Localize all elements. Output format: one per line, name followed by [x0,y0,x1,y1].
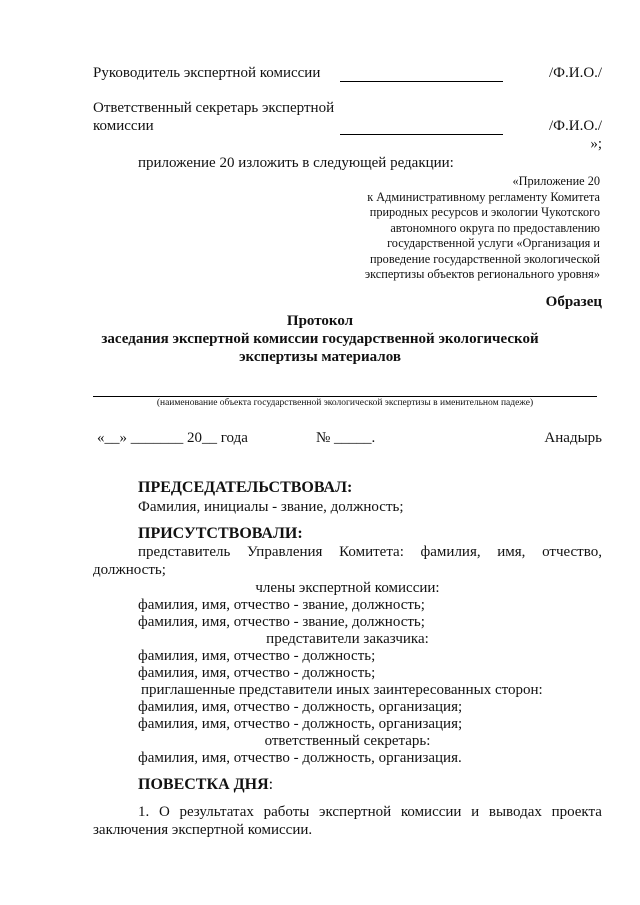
secretary-person: фамилия, имя, отчество - должность, организация. [138,750,462,766]
word: Управления [246,544,323,560]
agenda-item-cont: заключения экспертной комиссии. [93,822,313,838]
appendix-line: проведение государственной экологической [369,251,600,266]
invited-rep: фамилия, имя, отчество - должность, организация; [138,699,463,715]
invited-rep: фамилия, имя, отчество - должность, организация; [138,716,463,732]
present-heading: ПРИСУТСТВОВАЛИ: [138,525,303,542]
word: фамилия, [420,544,481,560]
word: экспертной [319,804,392,820]
customer-rep: фамилия, имя, отчество - должность; [138,648,376,664]
commission-member: фамилия, имя, отчество - звание, должность; [138,597,425,613]
head-signature-label: Руководитель экспертной комиссии [93,65,321,81]
object-caption: (наименование объекта государственной экологической экспертизы в именительном падеже) [156,398,534,408]
head-signature-line [340,81,503,82]
word: отчество, [542,544,602,560]
protocol-date: «__» _______ 20__ года [97,430,248,446]
protocol-subtitle-line1: заседания экспертной комиссии государственной экологической [101,331,539,347]
invited-reps-label: приглашенные представители иных заинтересованных сторон: [141,682,543,698]
chaired-text: Фамилия, инициалы - звание, должность; [138,499,404,515]
protocol-subtitle-line2: экспертизы материалов [239,349,401,365]
object-name-line [93,396,597,397]
intro-text: приложение 20 изложить в следующей редакции: [138,155,454,171]
secretary-signature-label-line2: комиссии [93,118,154,134]
secretary-signature-label-line1: Ответственный секретарь экспертной [93,100,335,116]
word: комиссии [400,804,462,820]
appendix-line: к Административному регламенту Комитета [367,189,600,204]
agenda-heading [138,776,273,794]
secretary-fio: /Ф.И.О./ [549,118,603,134]
word: представитель [138,544,231,560]
closing-quote: »; [590,136,602,152]
agenda-heading-text: ПОВЕСТКА ДНЯ [138,776,269,793]
committee-rep-cont: должность; [93,562,166,578]
head-fio: /Ф.И.О./ [549,65,603,81]
secretary-signature-line [340,134,503,135]
customer-reps-label: представители заказчика: [266,631,429,647]
word: 1. [138,804,150,820]
word: работы [263,804,310,820]
sample-label: Образец [545,294,602,310]
appendix-reference [334,174,600,283]
word: выводах [488,804,542,820]
appendix-line: экспертизы объектов регионального уровня» [364,267,600,281]
protocol-title: Протокол [286,313,354,329]
commission-member: фамилия, имя, отчество - звание, должность; [138,614,425,630]
appendix-line: автономного округа по предоставлению [390,220,600,235]
protocol-number: № _____. [316,430,376,446]
chaired-heading: ПРЕДСЕДАТЕЛЬСТВОВАЛ: [138,479,353,496]
word: О [158,804,170,820]
agenda-item-line [138,804,602,821]
word: имя, [497,544,526,560]
appendix-line: государственной услуги «Организация и [387,236,600,250]
word: и [471,804,480,820]
appendix-line: «Приложение 20 [512,174,600,188]
word: проекта [551,804,602,820]
committee-rep-line [138,544,602,561]
commission-members-label: члены экспертной комиссии: [255,580,440,596]
appendix-line: природных ресурсов и экологии Чукотского [369,205,600,219]
word: результатах [179,804,254,820]
customer-rep: фамилия, имя, отчество - должность; [138,665,376,681]
protocol-place: Анадырь [544,430,602,446]
agenda-heading-colon: : [268,776,274,793]
secretary-label: ответственный секретарь: [264,733,431,749]
word: Комитета: [339,544,404,560]
